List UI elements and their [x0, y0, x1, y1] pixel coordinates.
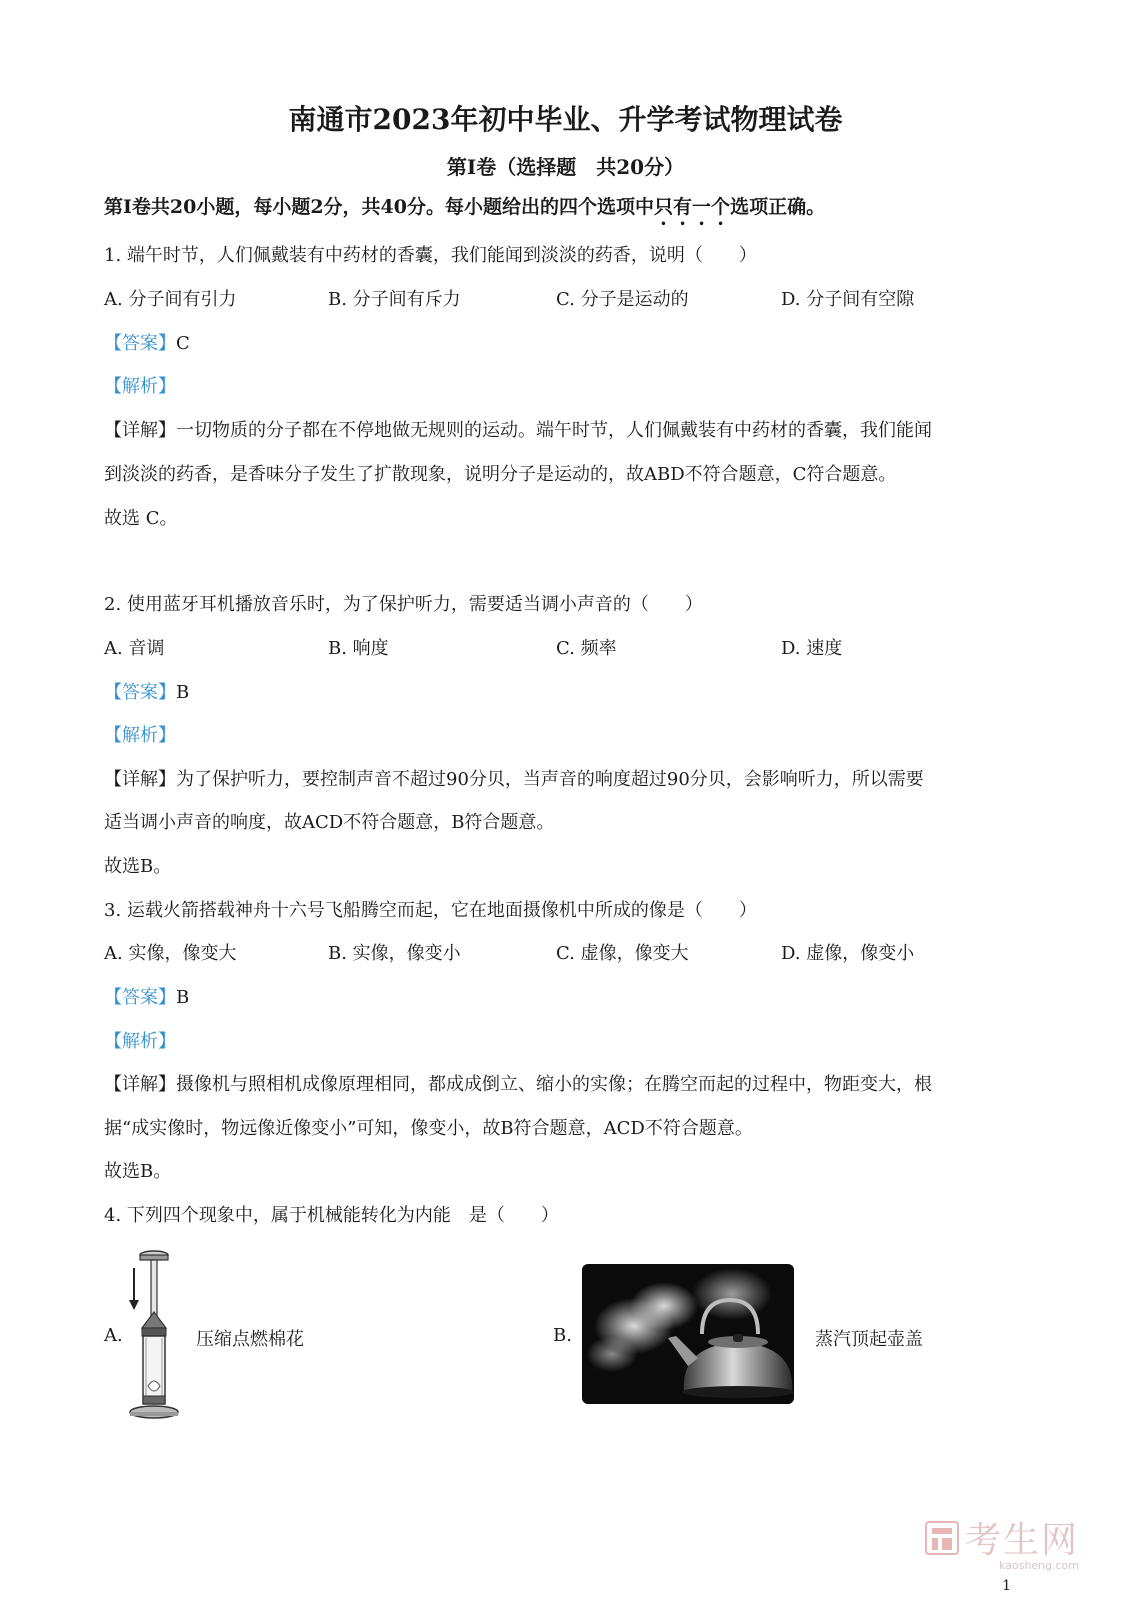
option-a-caption: 压缩点燃棉花	[196, 1329, 304, 1350]
emphasis-char: 有	[673, 196, 693, 218]
section-instruction	[104, 192, 825, 219]
compression-cylinder-figure	[124, 1246, 184, 1424]
emphasis-char: 一	[692, 196, 712, 218]
analysis-tag: 【解析】	[104, 725, 176, 746]
detail-text: 据“成实像时，物远像近像变小”可知，像变小，故B符合题意，ACD不符合题意。	[104, 1118, 753, 1139]
option-b-letter: B.	[553, 1325, 572, 1346]
option-d: D. 速度	[781, 638, 843, 659]
detail-tag: 【详解】	[104, 1074, 176, 1095]
site-watermark	[924, 1512, 1079, 1572]
answer-value: B	[176, 987, 190, 1008]
option-b: B. 实像，像变小	[328, 943, 461, 964]
question-stem: 3. 运载火箭搭载神舟十六号飞船腾空而起，它在地面摄像机中所成的像是（ ）	[104, 900, 757, 921]
analysis-tag: 【解析】	[104, 1031, 176, 1052]
option-c: C. 频率	[556, 638, 617, 659]
instruction-text: 选项正确。	[730, 196, 826, 218]
answer-line	[104, 678, 189, 704]
question-stem: 2. 使用蓝牙耳机播放音乐时，为了保护听力，需要适当调小声音的（ ）	[104, 594, 703, 615]
emphasis-char: 只	[654, 196, 674, 218]
detail-tag: 【详解】	[104, 420, 176, 441]
analysis-tag: 【解析】	[104, 376, 176, 397]
option-b-caption: 蒸汽顶起壶盖	[815, 1329, 923, 1350]
detail-text: 适当调小声音的响度，故ACD不符合题意，B符合题意。	[104, 812, 555, 833]
section-subtitle: 第Ⅰ卷（选择题 共20分）	[446, 155, 685, 179]
detail-text: 到淡淡的药香，是香味分子发生了扩散现象，说明分子是运动的，故ABD不符合题意，C符合题意。	[104, 464, 897, 485]
answer-tag: 【答案】	[104, 333, 176, 354]
instruction-text: 第Ⅰ卷共20小题，每小题2分，共40分。每小题给出的四个选项中	[104, 196, 654, 218]
watermark-url: kaosheng.com	[998, 1559, 1079, 1572]
detail-line	[104, 1070, 932, 1096]
option-a: A. 实像，像变大	[104, 943, 237, 964]
option-a: A. 分子间有引力	[104, 289, 237, 310]
detail-text: 摄像机与照相机成像原理相同，都成成倒立、缩小的实像；在腾空而起的过程中，物距变大，根	[176, 1074, 932, 1095]
question-stem: 4. 下列四个现象中，属于机械能转化为内能 是（ ）	[104, 1205, 559, 1226]
answer-tag: 【答案】	[104, 987, 176, 1008]
answer-tag: 【答案】	[104, 682, 176, 703]
option-a-letter: A.	[104, 1325, 123, 1346]
detail-text: 一切物质的分子都在不停地做无规则的运动。端午时节，人们佩戴装有中药材的香囊，我们能闻	[176, 420, 932, 441]
option-d: D. 虚像，像变小	[781, 943, 915, 964]
conclusion: 故选 C。	[104, 508, 178, 529]
question-stem: 1. 端午时节，人们佩戴装有中药材的香囊，我们能闻到淡淡的药香，说明（ ）	[104, 245, 757, 266]
detail-line	[104, 765, 924, 791]
option-b: B. 响度	[328, 638, 389, 659]
option-a: A. 音调	[104, 638, 165, 659]
emphasis-char: 个	[711, 196, 731, 218]
page-number: 1	[1002, 1578, 1011, 1594]
conclusion: 故选B。	[104, 856, 172, 877]
answer-line	[104, 983, 189, 1009]
paper-title: 南通市2023年初中毕业、升学考试物理试卷	[288, 103, 843, 136]
detail-text: 为了保护听力，要控制声音不超过90分贝，当声音的响度超过90分贝，会影响听力，所以需要	[176, 769, 924, 790]
option-d: D. 分子间有空隙	[781, 289, 915, 310]
answer-value: C	[176, 333, 190, 354]
detail-line	[104, 416, 932, 442]
option-c: C. 虚像，像变大	[556, 943, 689, 964]
steam-kettle-photo	[582, 1264, 794, 1404]
option-c: C. 分子是运动的	[556, 289, 689, 310]
option-b: B. 分子间有斥力	[328, 289, 461, 310]
detail-tag: 【详解】	[104, 769, 176, 790]
watermark-logo-icon	[924, 1518, 960, 1558]
conclusion: 故选B。	[104, 1161, 172, 1182]
answer-line	[104, 329, 190, 355]
answer-value: B	[176, 682, 190, 703]
watermark-text: 考生网	[964, 1520, 1079, 1561]
